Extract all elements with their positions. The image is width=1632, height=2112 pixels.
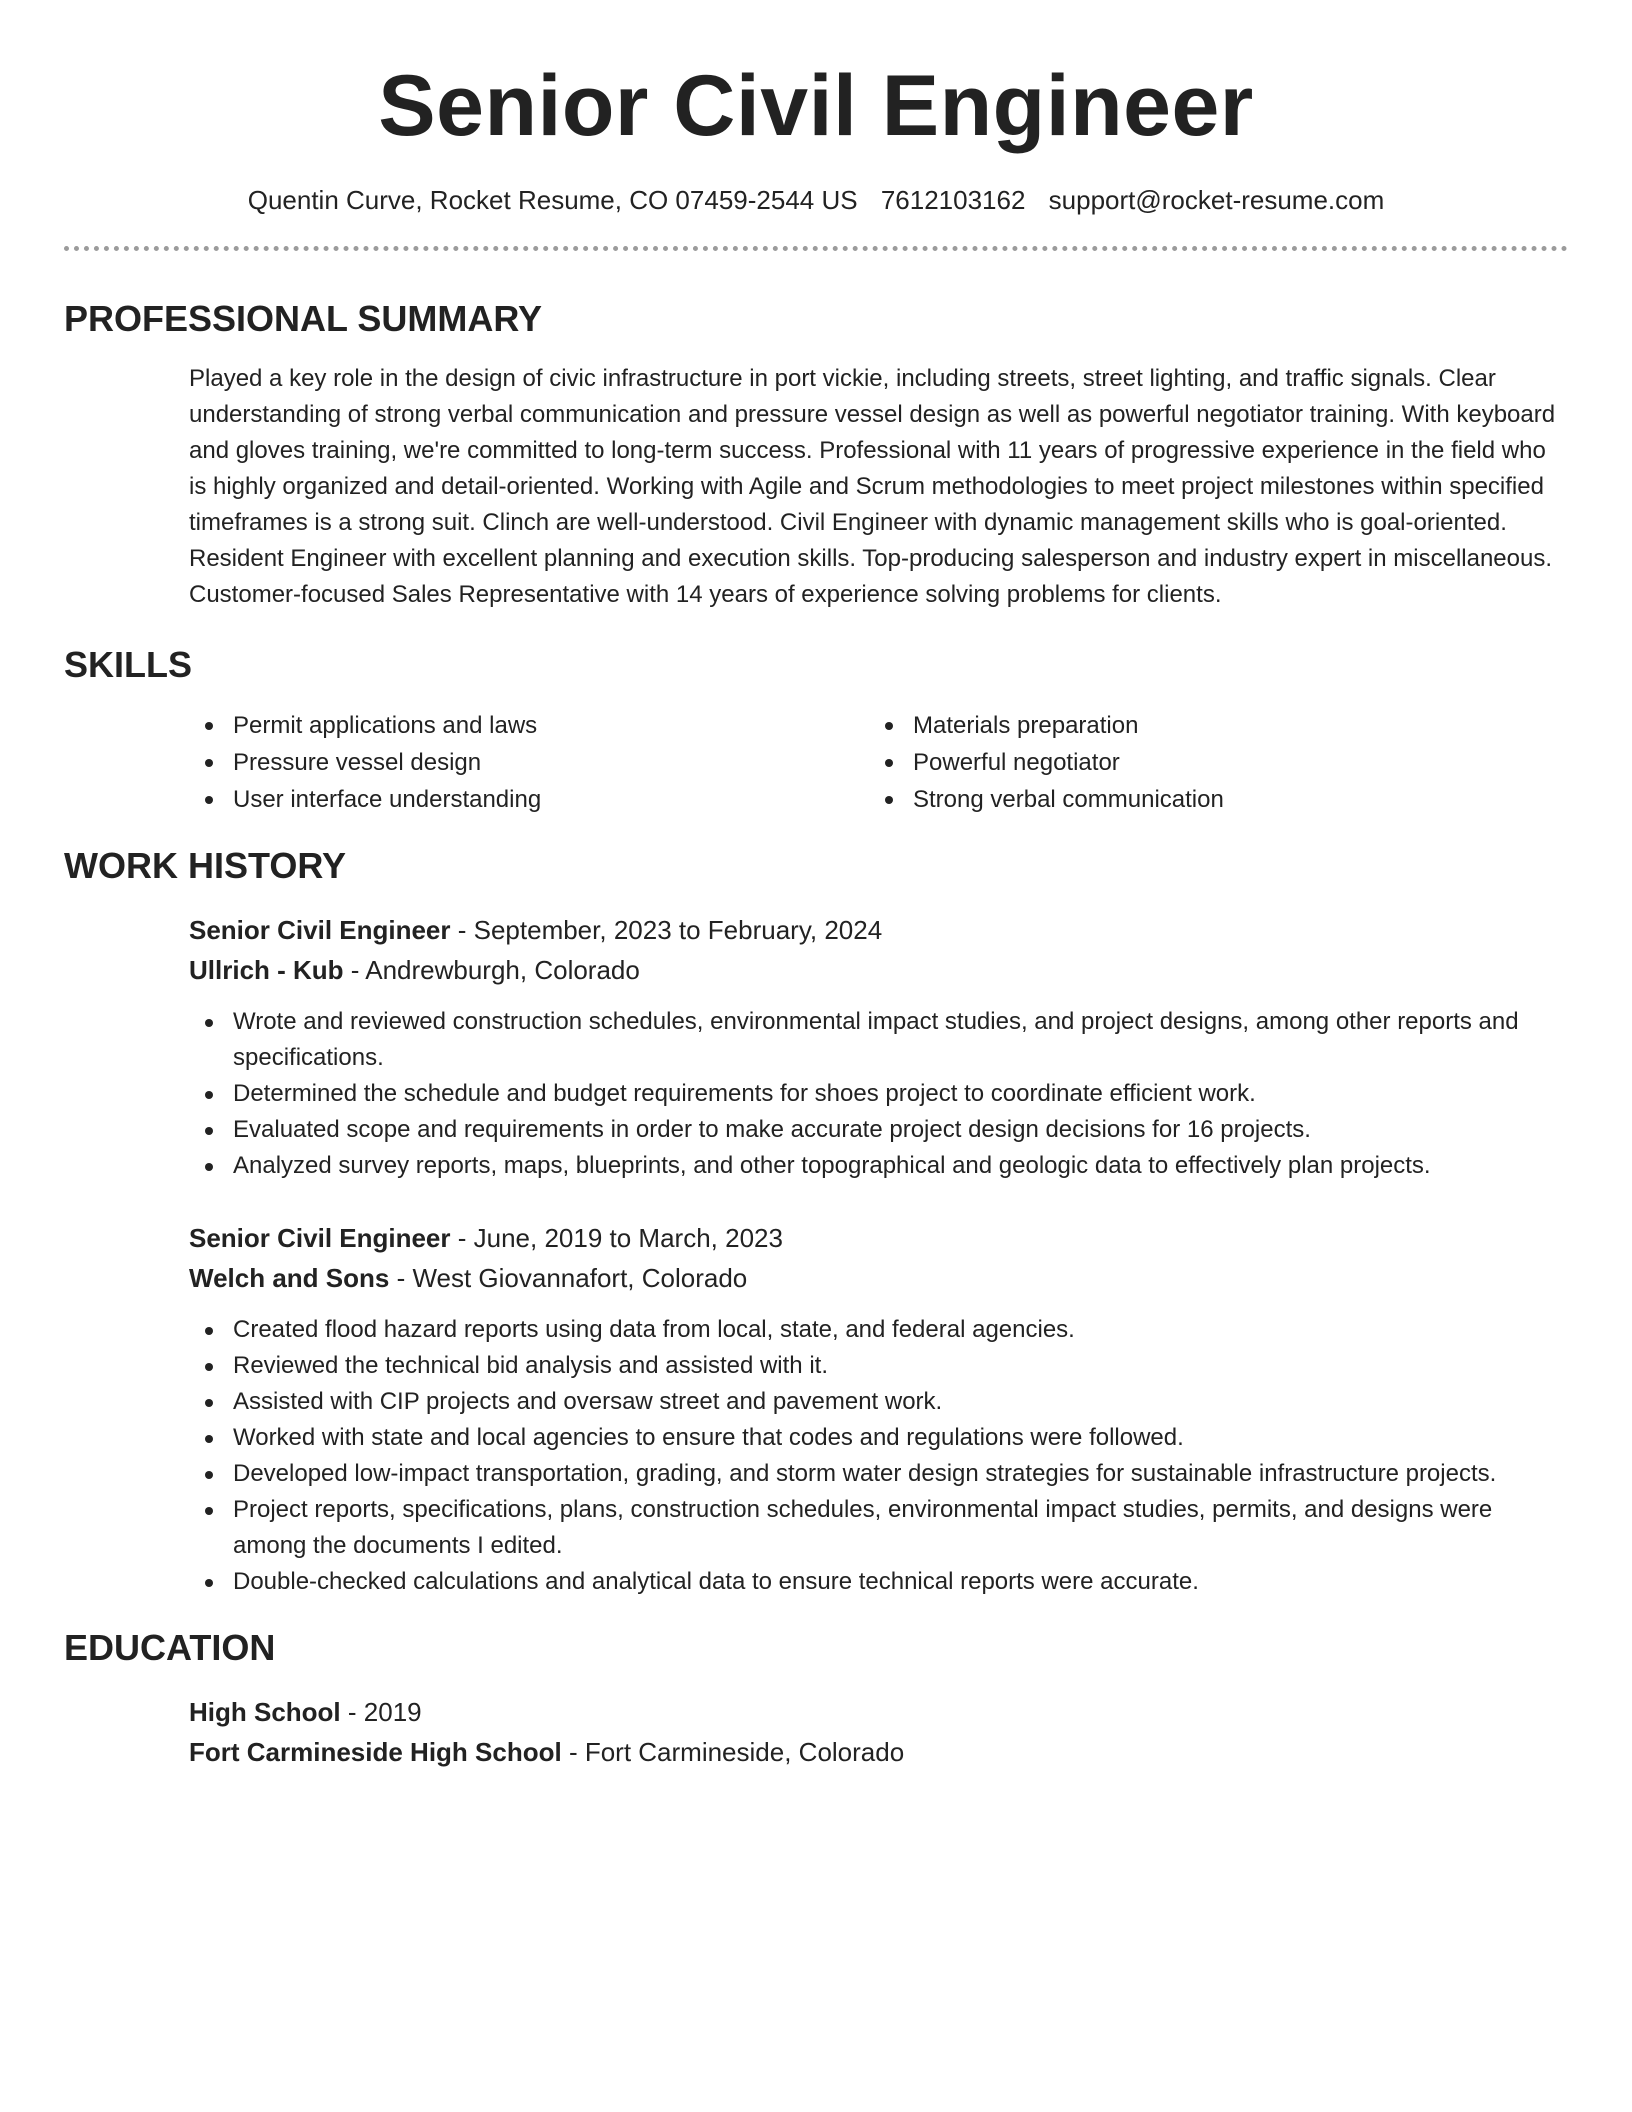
bullet-icon — [205, 1091, 213, 1099]
header-divider — [64, 246, 1568, 251]
skill-label: Powerful negotiator — [913, 749, 1120, 776]
duty-text: Developed low-impact transportation, grading, and storm water design strategies for sustainable infrastructure projects. — [233, 1460, 1497, 1487]
job-duties — [189, 1004, 1568, 1184]
contact-address: Quentin Curve, Rocket Resume, CO 07459-2544 US — [247, 185, 858, 215]
duty-item — [189, 1148, 1568, 1184]
skill-label: User interface understanding — [233, 786, 542, 813]
skill-label: Permit applications and laws — [233, 712, 538, 739]
education-school: Fort Carmineside High School — [189, 1737, 562, 1767]
contact-line — [64, 182, 1568, 218]
duty-text: Created flood hazard reports using data from local, state, and federal agencies. — [233, 1316, 1075, 1343]
duty-item — [189, 1312, 1568, 1348]
duty-text: Reviewed the technical bid analysis and assisted with it. — [233, 1352, 828, 1379]
skills-heading: SKILLS — [64, 644, 193, 685]
duty-text: Analyzed survey reports, maps, blueprints, and other topographical and geologic data to effectively plan projects. — [233, 1152, 1431, 1179]
skill-item — [869, 744, 1569, 781]
skill-label: Materials preparation — [913, 712, 1139, 739]
job-company-line — [189, 1258, 1568, 1298]
education-heading: EDUCATION — [64, 1627, 276, 1668]
skill-item — [189, 781, 869, 818]
bullet-icon — [205, 796, 213, 804]
job-company: Ullrich - Kub — [189, 955, 344, 985]
duty-item — [189, 1384, 1568, 1420]
duty-text: Evaluated scope and requirements in order to make accurate project design decisions for 16 projects. — [233, 1116, 1311, 1143]
bullet-icon — [205, 1163, 213, 1171]
bullet-icon — [205, 759, 213, 767]
bullet-icon — [205, 1471, 213, 1479]
work-history-section — [64, 844, 1568, 1600]
education-section — [64, 1626, 1568, 1772]
resume-page — [64, 0, 1568, 1772]
bullet-icon — [205, 1579, 213, 1587]
duty-text: Project reports, specifications, plans, construction schedules, environmental impact studies, permits, and designs were among the documents I edited. — [233, 1496, 1493, 1559]
bullet-icon — [885, 759, 893, 767]
skills-list — [189, 707, 1568, 818]
job-title: Senior Civil Engineer — [189, 915, 451, 945]
job-dates: - June, 2019 to March, 2023 — [450, 1223, 783, 1253]
education-degree: High School — [189, 1697, 341, 1727]
bullet-icon — [205, 1019, 213, 1027]
duty-text: Worked with state and local agencies to ensure that codes and regulations were followed. — [233, 1424, 1184, 1451]
job-title: Senior Civil Engineer — [189, 1223, 451, 1253]
duty-item — [189, 1492, 1568, 1564]
bullet-icon — [885, 796, 893, 804]
duty-text: Wrote and reviewed construction schedules, environmental impact studies, and project designs, among other reports and specifications. — [233, 1008, 1519, 1071]
education-degree-line — [189, 1692, 1568, 1732]
summary-heading: PROFESSIONAL SUMMARY — [64, 298, 543, 339]
skill-item — [869, 707, 1569, 744]
job-dates: - September, 2023 to February, 2024 — [450, 915, 883, 945]
duty-item — [189, 1004, 1568, 1076]
skill-label: Strong verbal communication — [913, 786, 1224, 813]
duty-item — [189, 1420, 1568, 1456]
job-company: Welch and Sons — [189, 1263, 390, 1293]
job-duties — [189, 1312, 1568, 1600]
job-title-line — [189, 1218, 1568, 1258]
bullet-icon — [205, 1363, 213, 1371]
job-entry — [189, 910, 1568, 1184]
duty-text: Determined the schedule and budget requirements for shoes project to coordinate efficient work. — [233, 1080, 1256, 1107]
bullet-icon — [205, 1507, 213, 1515]
bullet-icon — [205, 1327, 213, 1335]
bullet-icon — [205, 722, 213, 730]
skill-item — [189, 744, 869, 781]
job-location: - Andrewburgh, Colorado — [343, 955, 640, 985]
resume-name-title: Senior Civil Engineer — [378, 58, 1254, 154]
education-location: - Fort Carmineside, Colorado — [561, 1737, 905, 1767]
skill-item — [189, 707, 869, 744]
work-history-heading: WORK HISTORY — [64, 845, 347, 886]
contact-phone: 7612103162 — [880, 185, 1026, 215]
contact-email: support@rocket-resume.com — [1048, 185, 1385, 215]
duty-item — [189, 1564, 1568, 1600]
duty-text: Assisted with CIP projects and oversaw street and pavement work. — [233, 1388, 943, 1415]
duty-item — [189, 1348, 1568, 1384]
job-entry — [189, 1218, 1568, 1600]
job-company-line — [189, 950, 1568, 990]
job-title-line — [189, 910, 1568, 950]
summary-section — [64, 297, 1568, 613]
job-location: - West Giovannafort, Colorado — [389, 1263, 748, 1293]
bullet-icon — [205, 1435, 213, 1443]
duty-item — [189, 1112, 1568, 1148]
duty-text: Double-checked calculations and analytical data to ensure technical reports were accurate. — [233, 1568, 1199, 1595]
duty-item — [189, 1076, 1568, 1112]
summary-text: Played a key role in the design of civic infrastructure in port vickie, including streets, street lighting, and traffic signals. Clear understanding of strong verbal communication and pressure vessel design as well as powerful negotiator training. With keyboard and gloves training, we're committed to long-term success. Professional with 11 years of progressive experience in the field who is highly organized and detail-oriented. Working with Agile and Scrum methodologies to meet project milestones within specified timeframes is a strong suit. Clinch are well-understood. Civil Engineer with dynamic management skills who is goal-oriented. Resident Engineer with excellent planning and execution skills. Top-producing salesperson and industry expert in miscellaneous. Customer-focused Sales Representative with 14 years of experience solving problems for clients. — [189, 365, 1556, 608]
bullet-icon — [205, 1399, 213, 1407]
duty-item — [189, 1456, 1568, 1492]
bullet-icon — [205, 1127, 213, 1135]
skills-section — [64, 643, 1568, 818]
bullet-icon — [885, 722, 893, 730]
education-school-line — [189, 1732, 1568, 1772]
skill-label: Pressure vessel design — [233, 749, 482, 776]
skill-item — [869, 781, 1569, 818]
education-entry — [189, 1692, 1568, 1772]
education-year: - 2019 — [340, 1697, 422, 1727]
